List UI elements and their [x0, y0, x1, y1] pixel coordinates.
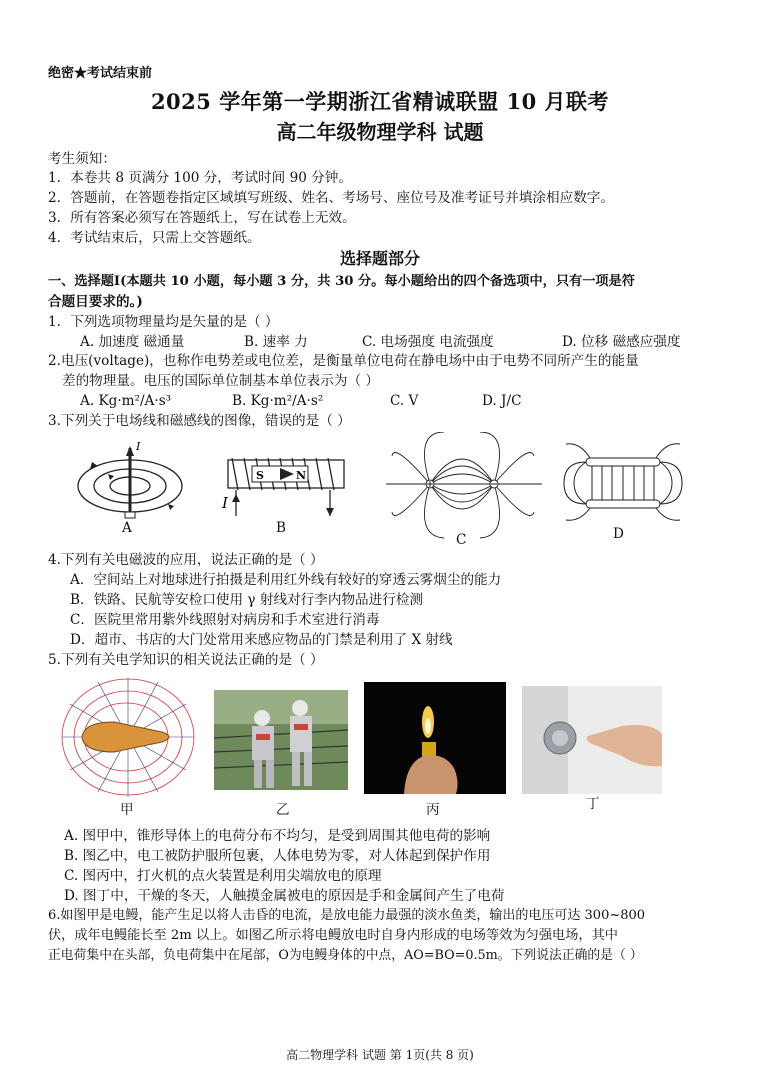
- page-footer: 高二物理学科 试题 第 1页(共 8 页): [286, 1048, 474, 1062]
- q2-option-c: C. V: [390, 393, 419, 409]
- q4-option-b: B．铁路、民航等安检口使用 γ 射线对行李内物品进行检测: [70, 592, 424, 608]
- q3-label-b: B: [276, 520, 286, 536]
- q1-options: [0, 332, 760, 352]
- notice-item-1: 1．本卷共 8 页满分 100 分，考试时间 90 分钟。: [48, 170, 352, 186]
- q3-figure-a-current-label: I: [136, 440, 141, 453]
- section-title: 选择题部分: [339, 249, 420, 268]
- q3-figure-b-n-label: N: [296, 469, 307, 482]
- q2-line1: 2.电压(voltage)，也称作电势差或电位差，是衡量单位电荷在静电场中由于电势不同所产生的能量: [48, 353, 639, 369]
- q4-option-d: D．超市、书店的大门处常用来感应物品的门禁是利用了 X 射线: [70, 632, 453, 648]
- q5-figure-jia: [58, 676, 198, 798]
- notice-item-4: 4．考试结束后，只需上交答题纸。: [48, 230, 261, 246]
- q5-figure-yi: [214, 690, 348, 790]
- q5-label-bing: 丙: [426, 802, 440, 818]
- q6-line1: 6.如图甲是电鳗，能产生足以将人击昏的电流，是放电能力最强的淡水鱼类，输出的电压可达 300~800: [48, 908, 646, 923]
- q3-figure-d: [560, 440, 686, 522]
- q3-label-a: A: [122, 520, 132, 536]
- q4-stem: 4.下列有关电磁波的应用，说法正确的是（ ）: [48, 552, 324, 568]
- q3-label-c: C: [456, 532, 467, 548]
- q5-stem: 5.下列有关电学知识的相关说法正确的是（ ）: [48, 652, 324, 668]
- q1-stem: 1．下列选项物理量均是矢量的是（ ）: [48, 314, 279, 330]
- q5-label-yi: 乙: [276, 802, 290, 818]
- q6-line3: 正电荷集中在头部，负电荷集中在尾部，O为电鳗身体的中点，AO=BO=0.5m。下列说法正确的是（ ）: [48, 948, 643, 963]
- q4-option-a: A．空间站上对地球进行拍摄是利用红外线有较好的穿透云雾烟尘的能力: [70, 572, 502, 588]
- q6-line2: 伏，成年电鳗能长至 2m 以上。如图乙所示将电鳗放电时自身内形成的电场等效为匀强电场，其中: [48, 928, 618, 943]
- q3-figure-b: [218, 452, 358, 522]
- q1-option-d: D. 位移 磁感应强度: [562, 334, 681, 350]
- q3-figure-c: [384, 432, 544, 540]
- q3-figure-b-current-label: I: [222, 494, 228, 512]
- q5-option-b: B. 图乙中，电工被防护服所包裹，人体电势为零，对人体起到保护作用: [64, 848, 491, 864]
- q3-figure-b-s-label: S: [256, 469, 264, 482]
- q2-option-b: B. Kg·m²/A·s²: [232, 393, 324, 409]
- q2-options: [0, 391, 760, 411]
- q5-option-c: C. 图丙中，打火机的点火装置是利用尖端放电的原理: [64, 868, 382, 884]
- q3-label-d: D: [613, 526, 624, 542]
- q1-option-a: A. 加速度 磁通量: [80, 334, 185, 350]
- q5-figure-ding: [522, 686, 662, 794]
- q5-label-jia: 甲: [120, 802, 134, 818]
- q4-option-c: C．医院里常用紫外线照射对病房和手术室进行消毒: [70, 612, 380, 628]
- exam-subtitle: 高二年级物理学科 试题: [276, 120, 484, 144]
- q5-label-ding: 丁: [586, 796, 600, 812]
- q2-option-a: A. Kg·m²/A·s³: [80, 393, 172, 409]
- q3-stem: 3.下列关于电场线和磁感线的图像，错误的是（ ）: [48, 413, 351, 429]
- secret-mark: 绝密★考试结束前: [48, 66, 153, 81]
- notice-item-3: 3．所有答案必须写在答题纸上，写在试卷上无效。: [48, 210, 356, 226]
- q2-option-d: D. J/C: [482, 393, 522, 409]
- q1-option-c: C. 电场强度 电流强度: [362, 334, 494, 350]
- part1-instruction-line2: 合题目要求的。): [48, 294, 143, 310]
- notice-heading: 考生须知：: [48, 151, 116, 167]
- q5-option-a: A. 图甲中，锥形导体上的电荷分布不均匀，是受到周围其他电荷的影响: [64, 828, 491, 844]
- q1-option-b: B. 速率 力: [244, 334, 308, 350]
- q5-option-d: D. 图丁中，干燥的冬天，人触摸金属被电的原因是手和金属间产生了电荷: [64, 888, 505, 904]
- q5-figure-bing: [364, 682, 506, 794]
- notice-item-2: 2．答题前，在答题卷指定区域填写班级、姓名、考场号、座位号及准考证号并填涂相应数字。: [48, 190, 614, 206]
- q2-line2: 差的物理量。电压的国际单位制基本单位表示为（ ）: [62, 373, 379, 389]
- part1-instruction-line1: 一、选择题Ⅰ(本题共 10 小题，每小题 3 分，共 30 分。每小题给出的四个备选项中，只有一项是符: [48, 274, 635, 289]
- exam-title: 2025 学年第一学期浙江省精诚联盟 10 月联考: [150, 89, 610, 114]
